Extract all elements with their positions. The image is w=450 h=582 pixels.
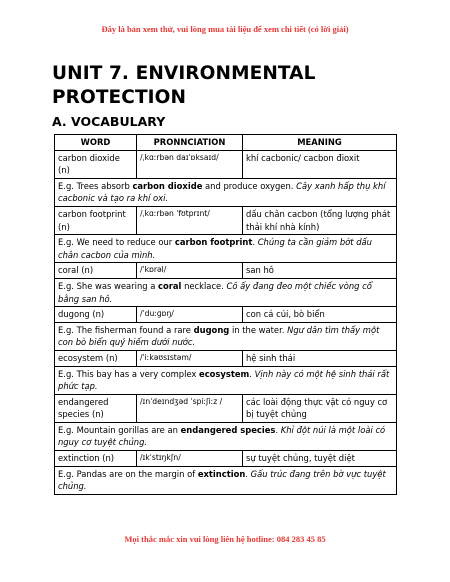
example-text-post: . bbox=[245, 468, 251, 479]
example-text-pre: E.g. She was wearing a bbox=[58, 280, 159, 291]
table-header-row bbox=[55, 135, 397, 151]
example-keyword: extinction bbox=[197, 468, 246, 479]
vocab-meaning: con cá cúi, bò biển bbox=[243, 307, 397, 323]
example-text-pre: E.g. The fisherman found a rare bbox=[58, 324, 194, 335]
vocab-word: dugong (n) bbox=[55, 307, 137, 323]
example-row bbox=[55, 178, 397, 206]
example-sentence bbox=[55, 466, 397, 494]
example-text-pre: E.g. Mountain gorillas are an bbox=[58, 424, 181, 435]
example-row bbox=[55, 322, 397, 350]
hotline-notice: Mọi thắc mắc xin vui lòng liên hệ hotline: 084 283 45 85 bbox=[124, 534, 326, 544]
example-text-pre: E.g. Trees absorb bbox=[58, 180, 133, 191]
example-keyword: carbon footprint bbox=[174, 237, 253, 248]
vocab-pronunciation: /ˈiːkəʊsɪstəm/ bbox=[137, 350, 243, 366]
example-translation: Chúng ta cần giảm bớt dấu chân cacbon của mình. bbox=[58, 237, 372, 260]
vocab-pronunciation: /ɪnˈdeɪndʒəd ˈspiːʃiːz / bbox=[137, 394, 243, 422]
vocab-word: endangered species (n) bbox=[55, 394, 137, 422]
example-sentence bbox=[55, 322, 397, 350]
vocabulary-table-body bbox=[55, 150, 397, 494]
example-sentence bbox=[55, 235, 397, 263]
example-row bbox=[55, 366, 397, 394]
vocab-word: extinction (n) bbox=[55, 451, 137, 467]
vocab-row bbox=[55, 451, 397, 467]
example-text-post: . bbox=[249, 368, 255, 379]
example-text-post: . bbox=[275, 424, 281, 435]
example-sentence bbox=[55, 366, 397, 394]
example-keyword: endangered species bbox=[180, 424, 276, 435]
vocab-meaning: san hô bbox=[243, 263, 397, 279]
example-text-pre: E.g. We need to reduce our bbox=[58, 237, 175, 248]
preview-notice: Đây là bản xem thử, vui lòng mua tài liệu để xem chi tiết (có lời giải) bbox=[101, 24, 349, 34]
vocab-meaning: các loài động thực vật có nguy cơ bị tuyệt chủng bbox=[243, 394, 397, 422]
example-translation: Ngư dân tìm thấy một con bò biển quý hiếm dưới nước. bbox=[58, 324, 380, 348]
example-row bbox=[55, 466, 397, 494]
vocab-row bbox=[55, 394, 397, 422]
header-word: WORD bbox=[55, 135, 137, 151]
vocab-pronunciation: /ˌkɑːrbən daɪˈɒksaɪd/ bbox=[137, 150, 243, 178]
example-sentence bbox=[55, 278, 397, 306]
vocab-row bbox=[55, 350, 397, 366]
vocab-word: ecosystem (n) bbox=[55, 350, 137, 366]
vocab-row bbox=[55, 150, 397, 178]
example-translation: Vịnh này có một hệ sinh thái rất phức tạp. bbox=[58, 368, 390, 392]
example-row bbox=[55, 278, 397, 306]
vocab-row bbox=[55, 307, 397, 323]
vocab-word: coral (n) bbox=[55, 263, 137, 279]
vocab-word: carbon footprint (n) bbox=[55, 206, 137, 234]
example-text-post: in the water. bbox=[229, 324, 288, 335]
example-translation: Cô ấy đang đeo một chiếc vòng cổ bằng san hô. bbox=[58, 280, 372, 304]
example-sentence bbox=[55, 178, 397, 206]
vocab-row bbox=[55, 263, 397, 279]
example-translation: Gấu trúc đang trên bờ vực tuyệt chủng. bbox=[58, 468, 386, 492]
example-text-post: and produce oxygen. bbox=[202, 180, 297, 191]
example-translation: Cây xanh hấp thụ khí cacbonic và tạo ra khí oxi. bbox=[58, 180, 386, 204]
example-row bbox=[55, 235, 397, 263]
vocab-pronunciation: /ɪkˈstɪŋkʃn/ bbox=[137, 451, 243, 467]
example-text-post: . bbox=[252, 237, 258, 248]
example-text-post: necklace. bbox=[181, 280, 227, 291]
vocab-row bbox=[55, 206, 397, 234]
example-keyword: coral bbox=[158, 280, 182, 291]
example-row bbox=[55, 422, 397, 450]
example-keyword: dugong bbox=[193, 324, 230, 335]
header-pronunciation: PRONNCIATION bbox=[137, 135, 243, 151]
vocab-meaning: dấu chân cacbon (tổng lượng phát thải khí nhà kính) bbox=[243, 206, 397, 234]
vocab-pronunciation: /ˌkɑːrbən ˈfʊtprɪnt/ bbox=[137, 206, 243, 234]
vocab-word: carbon dioxide (n) bbox=[55, 150, 137, 178]
header-meaning: MEANING bbox=[243, 135, 397, 151]
example-text-pre: E.g. This bay has a very complex bbox=[58, 368, 200, 379]
example-keyword: ecosystem bbox=[199, 368, 250, 379]
example-sentence bbox=[55, 422, 397, 450]
example-translation: Khỉ đột núi là một loài có nguy cơ tuyệt chủng. bbox=[58, 424, 386, 448]
vocab-pronunciation: /ˈduːɡɒŋ/ bbox=[137, 307, 243, 323]
vocab-pronunciation: /ˈkɒrəl/ bbox=[137, 263, 243, 279]
example-text-pre: E.g. Pandas are on the margin of bbox=[58, 468, 198, 479]
vocab-meaning: khí cacbonic/ cacbon đioxit bbox=[243, 150, 397, 178]
section-title: A. VOCABULARY bbox=[52, 114, 166, 129]
vocab-meaning: hệ sinh thái bbox=[243, 350, 397, 366]
vocab-meaning: sự tuyệt chủng, tuyệt diệt bbox=[243, 451, 397, 467]
unit-title: UNIT 7. ENVIRONMENTAL PROTECTION bbox=[52, 63, 316, 108]
example-keyword: carbon dioxide bbox=[132, 180, 203, 191]
vocabulary-table bbox=[54, 134, 397, 495]
